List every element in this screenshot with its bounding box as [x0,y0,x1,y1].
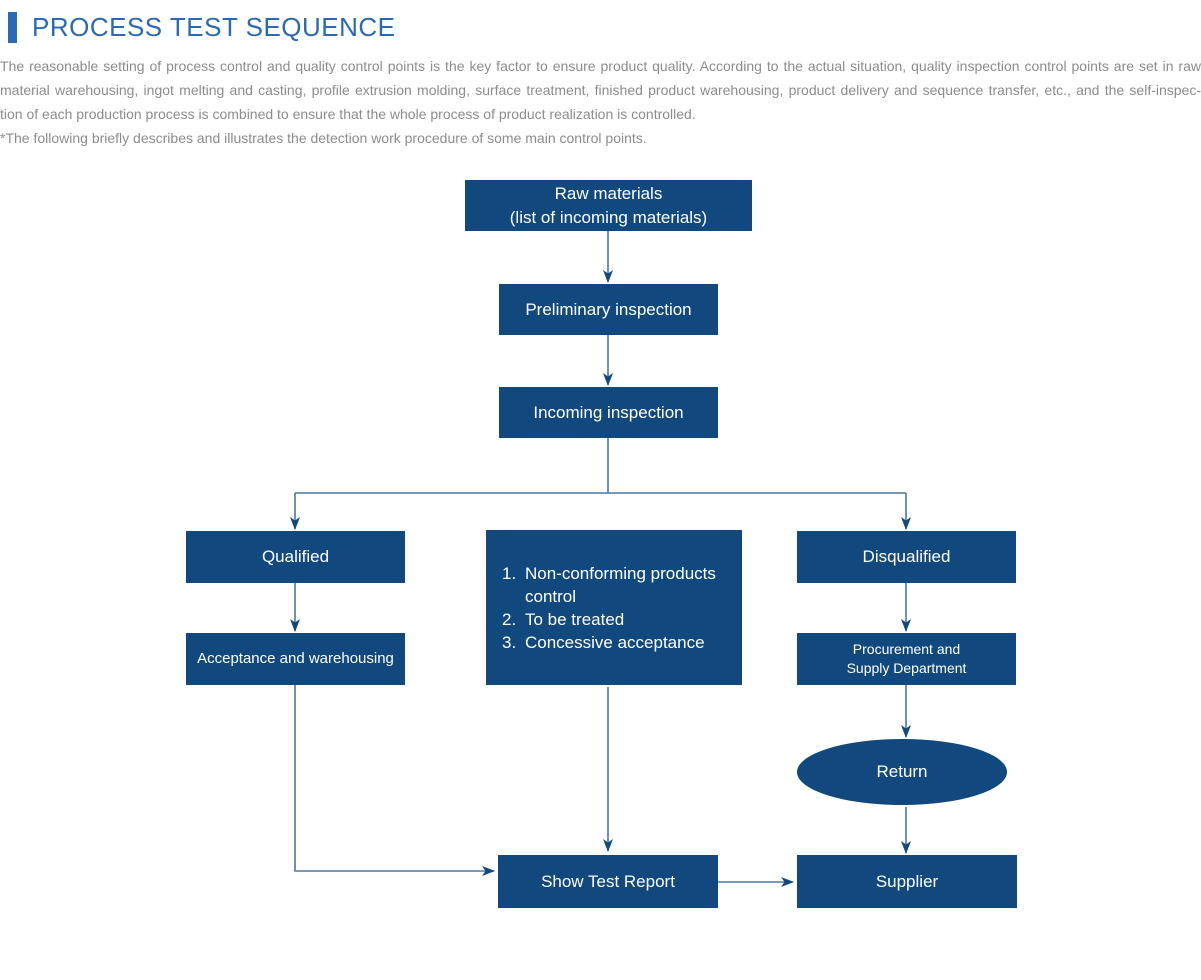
node-qualified [186,531,405,583]
node-label: Preliminary inspection [525,299,692,319]
node-label: Acceptance and warehousing [197,650,394,667]
list-text: To be treated [525,609,625,629]
list-number: 2. [502,609,517,629]
node-label: Supply Department [846,660,967,676]
connector-acceptance-to-report [295,685,494,871]
node-supplier [797,855,1017,908]
list-item [502,608,624,631]
list-item [502,562,728,608]
list-number: 3. [502,632,517,652]
node-preliminary-inspection [499,284,718,335]
node-label: Return [876,762,928,781]
node-show-test-report [498,855,718,908]
node-label: Procurement and [852,641,961,657]
node-label: Qualified [261,547,330,566]
intro-line: The reasonable setting of process control and quality control points is the key factor to ensure product quality. According to the actual situation, quality inspection control points are set in raw [0,58,1201,74]
intro-line: tion of each production process is combined to ensure that the whole process of product realization is controlled. [0,106,696,122]
section-header [8,12,396,43]
node-nonconforming-list [486,530,742,685]
list-text: Non-conforming products control [525,563,716,606]
intro-line: *The following briefly describes and illustrates the detection work procedure of some main control points. [0,130,647,146]
node-label: Disqualified [862,547,951,566]
accent-bar [8,12,17,43]
process-flowchart [0,160,1201,980]
node-label: Show Test Report [541,871,675,891]
list-text: Concessive acceptance [525,632,705,652]
node-label: Supplier [875,871,939,891]
node-label: (list of incoming materials) [509,207,708,227]
node-return [797,739,1007,805]
node-label: Raw materials [554,183,663,203]
list-item [502,631,705,654]
intro-paragraph [0,54,1201,150]
page-title: PROCESS TEST SEQUENCE [32,12,396,42]
node-acceptance-warehousing [186,633,405,685]
node-incoming-inspection [499,387,718,438]
list-number: 1. [502,563,517,583]
node-raw-materials [465,180,752,231]
node-disqualified [797,531,1016,583]
node-procurement-supply [797,633,1016,685]
node-label: Incoming inspection [533,402,684,422]
intro-line: material warehousing, ingot melting and casting, profile extrusion molding, surface treatment, finished product warehousing, product delivery and sequence transfer, etc., and the self-inspec- [0,82,1201,98]
